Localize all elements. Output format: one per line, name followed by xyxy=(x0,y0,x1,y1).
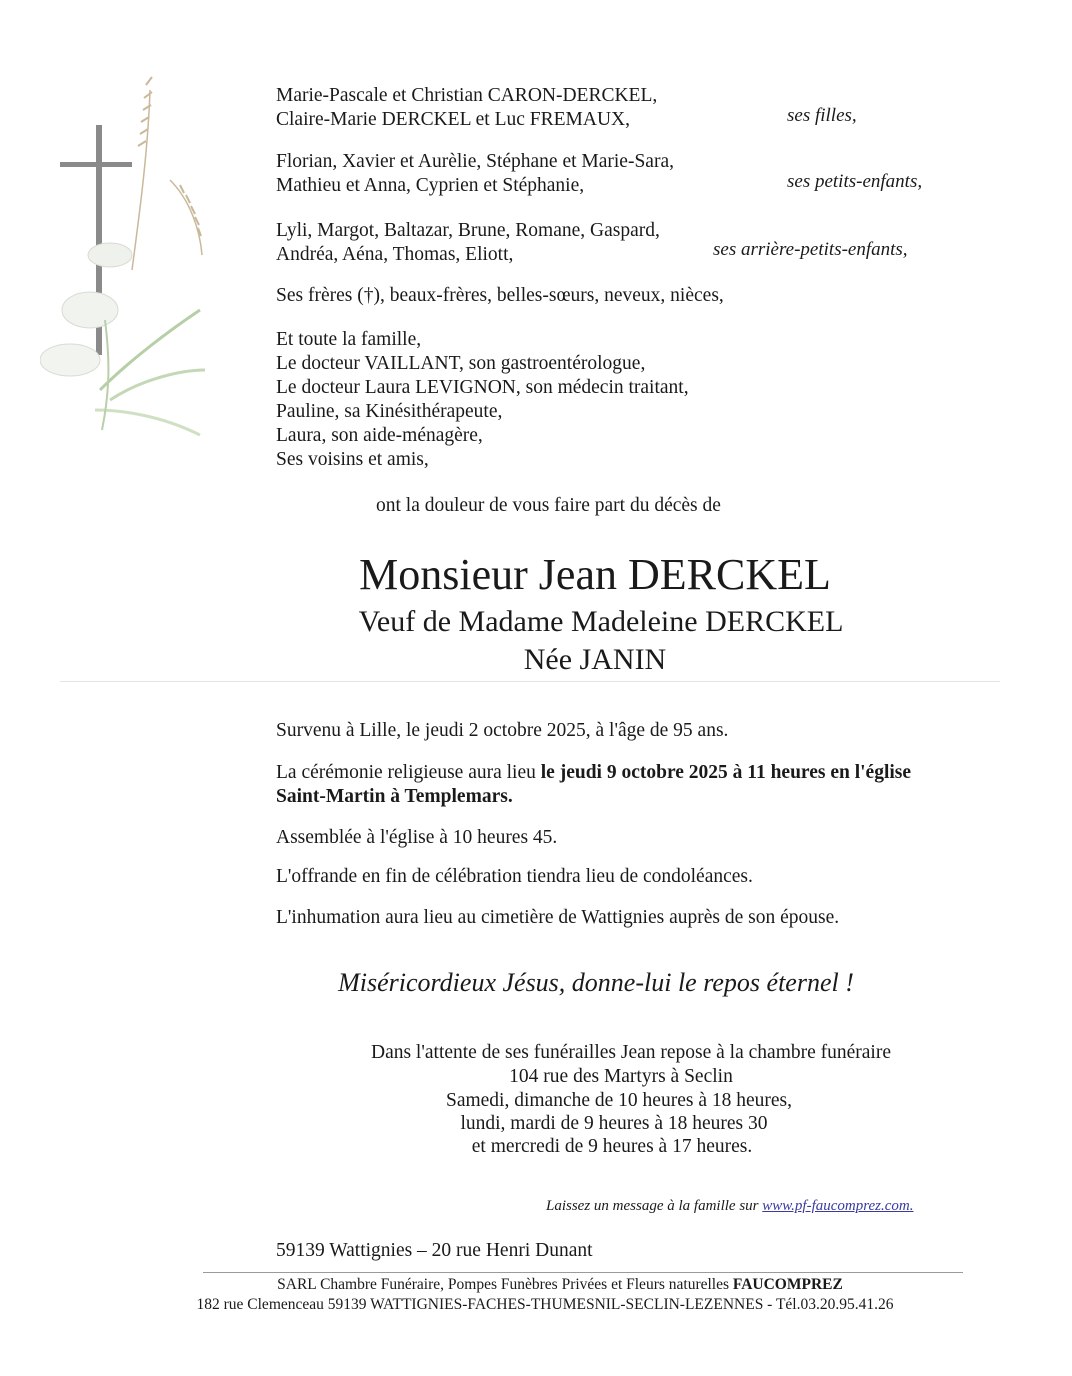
assembly-info: Assemblée à l'église à 10 heures 45. xyxy=(276,827,558,848)
online-message-text: Laissez un message à la famille sur xyxy=(546,1198,763,1214)
wheat-icon xyxy=(132,77,202,270)
visitation-line: Dans l'attente de ses funérailles Jean repose à la chambre funéraire xyxy=(370,1042,892,1063)
family-line: Mathieu et Anna, Cyprien et Stéphanie, xyxy=(276,175,585,196)
ceremony-place: Saint-Martin à Templemars. xyxy=(276,786,513,807)
ceremony-date: le jeudi 9 octobre 2025 à 11 heures en l'église xyxy=(540,762,912,783)
death-info: Survenu à Lille, le jeudi 2 octobre 2025, à l'âge de 95 ans. xyxy=(276,720,729,741)
family-line: Florian, Xavier et Aurèlie, Stéphane et Marie-Sara, xyxy=(276,151,674,172)
lily-icon xyxy=(40,243,205,435)
others-line: Pauline, sa Kinésithérapeute, xyxy=(276,401,503,422)
family-website-link[interactable]: www.pf-faucomprez.com. xyxy=(762,1198,914,1214)
deceased-name: Monsieur Jean DERCKEL xyxy=(359,550,831,599)
visitation-line: 104 rue des Martyrs à Seclin xyxy=(509,1066,733,1087)
others-line: Laura, son aide-ménagère, xyxy=(276,425,483,446)
others-line: Ses voisins et amis, xyxy=(276,449,429,470)
family-address: 59139 Wattignies – 20 rue Henri Dunant xyxy=(276,1240,593,1261)
cross-lily-illustration xyxy=(40,70,210,470)
visitation-line: lundi, mardi de 9 heures à 18 heures 30 xyxy=(460,1113,768,1134)
family-line: Lyli, Margot, Baltazar, Brune, Romane, Gaspard, xyxy=(276,220,660,241)
family-line: Claire-Marie DERCKEL et Luc FREMAUX, xyxy=(276,109,630,130)
relation-label: ses arrière-petits-enfants, xyxy=(713,239,908,260)
prayer: Miséricordieux Jésus, donne-lui le repos éternel ! xyxy=(338,968,854,997)
footer-company-name: FAUCOMPREZ xyxy=(732,1276,843,1293)
burial-info: L'inhumation aura lieu au cimetière de Wattignies auprès de son épouse. xyxy=(276,907,840,928)
family-line: Marie-Pascale et Christian CARON-DERCKEL, xyxy=(276,85,658,106)
ceremony-info xyxy=(276,760,911,785)
relation-label: ses filles, xyxy=(787,105,857,126)
siblings-line: Ses frères (†), beaux-frères, belles-sœurs, neveux, nièces, xyxy=(276,285,724,306)
others-line: Et toute la famille, xyxy=(276,329,422,350)
deceased-widower: Veuf de Madame Madeleine DERCKEL xyxy=(358,605,844,638)
visitation-line: Samedi, dimanche de 10 heures à 18 heures, xyxy=(445,1090,792,1111)
footer-address: 182 rue Clemenceau 59139 WATTIGNIES-FACHES-THUMESNIL-SECLIN-LEZENNES - Tél.03.20.95.41.26 xyxy=(196,1296,894,1313)
relation-label: ses petits-enfants, xyxy=(787,171,923,192)
visitation-line: et mercredi de 9 heures à 17 heures. xyxy=(471,1136,753,1157)
footer-divider xyxy=(203,1272,963,1273)
online-message xyxy=(546,1198,914,1215)
footer-company xyxy=(0,1276,1072,1294)
ceremony-prefix: La cérémonie religieuse aura lieu xyxy=(276,762,541,783)
family-line: Andréa, Aéna, Thomas, Eliott, xyxy=(276,244,514,265)
others-line: Le docteur VAILLANT, son gastroentérologue, xyxy=(276,353,646,374)
offering-info: L'offrande en fin de célébration tiendra lieu de condoléances. xyxy=(276,866,753,887)
divider xyxy=(60,681,1000,682)
footer-company-text: SARL Chambre Funéraire, Pompes Funèbres Privées et Fleurs naturelles xyxy=(277,1276,733,1293)
deceased-born: Née JANIN xyxy=(523,643,667,676)
others-line: Le docteur Laura LEVIGNON, son médecin traitant, xyxy=(276,377,689,398)
announcement: ont la douleur de vous faire part du décès de xyxy=(376,495,721,516)
